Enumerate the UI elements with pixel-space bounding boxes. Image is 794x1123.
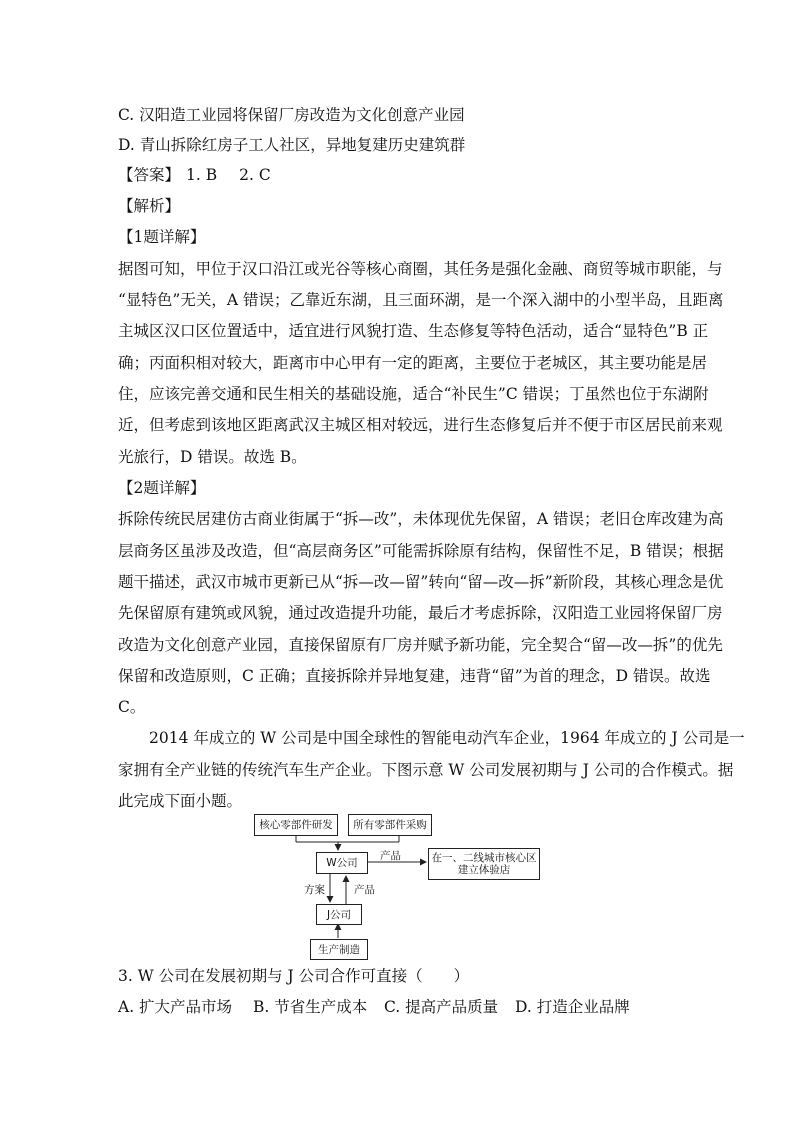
intro-paragraph-line: 家拥有全产业链的传统汽车生产企业。下图示意 W 公司发展初期与 J 公司的合作模式。据 xyxy=(118,761,734,779)
q2-paragraph-line: 题干描述，武汉市城市更新已从“拆—改—留”转向“留—改—拆”新阶段，其核心理念是优 xyxy=(118,573,724,591)
label-product-up: 产品 xyxy=(354,884,375,896)
core-parts-box: 核心零部件研发 xyxy=(254,814,338,836)
label-product-right: 产品 xyxy=(380,850,401,862)
j-company-box: J公司 xyxy=(316,904,362,925)
intro-paragraph-line: 2014 年成立的 W 公司是中国全球性的智能电动汽车企业，1964 年成立的 J 公司是一 xyxy=(149,729,745,747)
q1-heading: 【1题详解】 xyxy=(118,228,206,246)
option-c-text: C. 汉阳造工业园将保留厂房改造为文化创意产业园 xyxy=(118,106,465,124)
q2-paragraph-line: 先保留原有建筑或风貌，通过改造提升功能，最后才考虑拆除，汉阳造工业园将保留厂房 xyxy=(118,604,723,622)
q1-paragraph-line: 近，但考虑到该地区距离武汉主城区相对较远，进行生态修复后并不便于市区居民前来观 xyxy=(118,416,723,434)
q3-option-d: D. 打造企业品牌 xyxy=(515,998,630,1016)
q1-paragraph-line: 确；丙面积相对较大，距离市中心甲有一定的距离，主要位于老城区，其主要功能是居 xyxy=(118,354,708,372)
q3-option-b: B. 节省生产成本 xyxy=(253,998,368,1016)
intro-paragraph-line: 此完成下面小题。 xyxy=(118,792,243,810)
experience-store-box: 在一、二线城市核心区建立体验店 xyxy=(428,848,540,880)
answer-1: 1. B xyxy=(186,166,218,184)
q1-paragraph-line: 主城区汉口区位置适中，适宜进行风貌打造、生态修复等特色活动，适合“显特色”B 正 xyxy=(118,322,709,340)
cooperation-diagram xyxy=(250,812,550,964)
answer-label: 【答案】 xyxy=(118,166,181,184)
q2-paragraph-line: 保留和改造原则，C 正确；直接拆除并异地复建，违背“留”为首的理念，D 错误。故选 xyxy=(118,667,711,685)
q2-heading: 【2题详解】 xyxy=(118,479,206,497)
answer-2: 2. C xyxy=(239,166,271,184)
q2-paragraph-line: 拆除传统民居建仿古商业街属于“拆—改”，未体现优先保留，A 错误；老旧仓库改建为高 xyxy=(118,510,724,528)
analysis-heading: 【解析】 xyxy=(118,197,181,215)
q1-paragraph-line: 光旅行，D 错误。故选 B。 xyxy=(118,448,307,466)
q3-option-a: A. 扩大产品市场 xyxy=(118,998,233,1016)
all-parts-box: 所有零部件采购 xyxy=(348,814,432,836)
question-3: 3. W 公司在发展初期与 J 公司合作可直接（ ） xyxy=(118,967,470,985)
production-box: 生产制造 xyxy=(310,939,368,960)
w-company-box: W公司 xyxy=(316,852,368,874)
q2-paragraph-line: 层商务区虽涉及改造，但“高层商务区”可能需拆除原有结构，保留性不足，B 错误；根据 xyxy=(118,542,724,560)
q2-paragraph-line: 改造为文化创意产业园，直接保留原有厂房并赋予新功能，完全契合“留—改—拆”的优先 xyxy=(118,636,723,654)
option-d-text: D. 青山拆除红房子工人社区，异地复建历史建筑群 xyxy=(118,136,466,154)
answer-line xyxy=(118,165,271,185)
label-plan: 方案 xyxy=(304,884,325,896)
q3-options xyxy=(118,997,630,1017)
q1-paragraph-line: 住，应该完善交通和民生相关的基础设施，适合“补民生”C 错误；丁虽然也位于东湖附 xyxy=(118,385,709,403)
q1-paragraph-line: “显特色”无关，A 错误；乙靠近东湖，且三面环湖，是一个深入湖中的小型半岛，且距离 xyxy=(118,291,724,309)
q3-option-c: C. 提高产品质量 xyxy=(384,998,499,1016)
q2-paragraph-line: C。 xyxy=(118,698,146,716)
q1-paragraph-line: 据图可知，甲位于汉口沿江或光谷等核心商圈，其任务是强化金融、商贸等城市职能，与 xyxy=(118,260,723,278)
